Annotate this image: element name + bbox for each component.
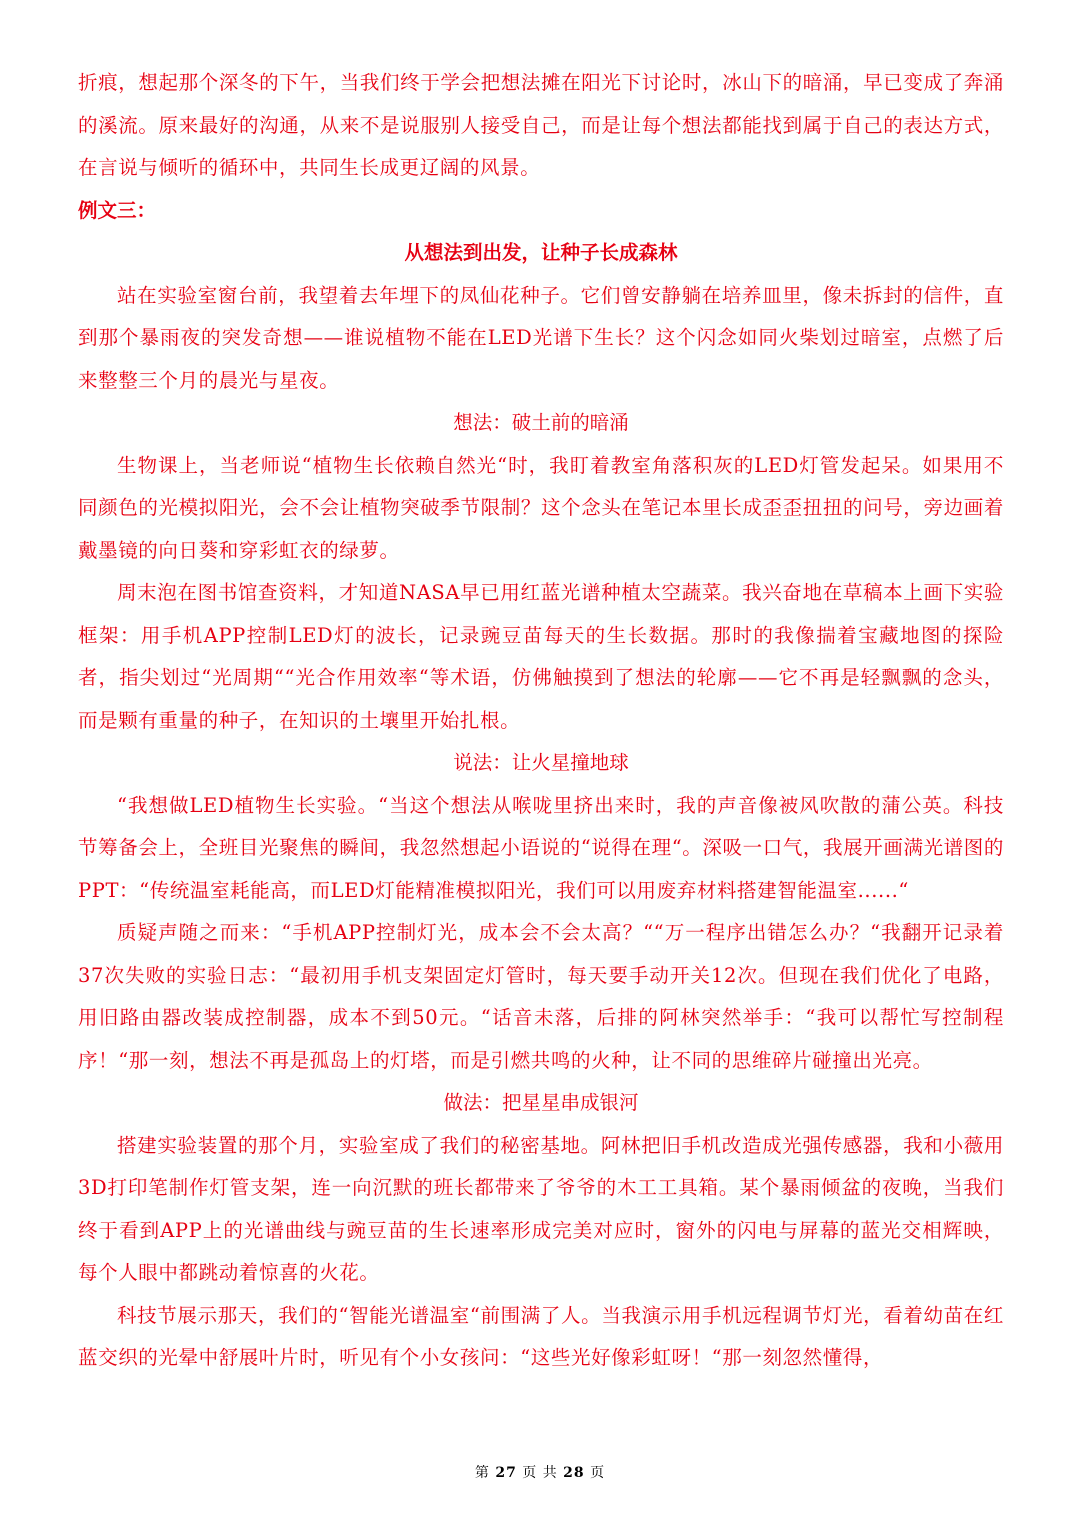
footer-current-page: 27 <box>495 1465 517 1481</box>
footer-total-pages: 28 <box>563 1465 585 1481</box>
section-heading-action: 做法：把星星串成银河 <box>443 1091 639 1114</box>
section-speech-paragraph-2: 质疑声随之而来：“手机APP控制灯光，成本会不会太高？““万一程序出错怎么办？“我翻开记录着37次失败的实验日志：“最初用手机支架固定灯管时，每天要手动开关12次。但现在我们优化了电路，用旧路由器改装成控制器，成本不到50元。“话音未落，后排的阿林突然举手：“我可以帮忙写控制程序！“那一刻，想法不再是孤岛上的灯塔，而是引燃共鸣的火种，让不同的思维碎片碰撞出光亮。 <box>78 921 1004 1072</box>
example-label: 例文三： <box>78 198 157 222</box>
section-idea-paragraph-1: 生物课上，当老师说“植物生长依赖自然光“时，我盯着教室角落积灰的LED灯管发起呆。如果用不同颜色的光模拟阳光，会不会让植物突破季节限制？这个念头在笔记本里长成歪歪扭扭的问号，旁边画着戴墨镜的向日葵和穿彩虹衣的绿萝。 <box>78 453 1004 562</box>
essay-title: 从想法到出发，让种子长成森林 <box>404 241 678 264</box>
section-speech-paragraph-1: “我想做LED植物生长实验。“当这个想法从喉咙里挤出来时，我的声音像被风吹散的蒲公英。科技节筹备会上，全班目光聚焦的瞬间，我忽然想起小语说的“说得在理“。深吸一口气，我展开画满光谱图的PPT：“传统温室耗能高，而LED灯能精准模拟阳光，我们可以用废弃材料搭建智能温室......“ <box>78 793 1004 902</box>
section-action-paragraph-1: 搭建实验装置的那个月，实验室成了我们的秘密基地。阿林把旧手机改造成光强传感器，我和小薇用3D打印笔制作灯管支架，连一向沉默的班长都带来了爷爷的木工工具箱。某个暴雨倾盆的夜晚，当我们终于看到APP上的光谱曲线与豌豆苗的生长速率形成完美对应时，窗外的闪电与屏幕的蓝光交相辉映，每个人眼中都跳动着惊喜的火花。 <box>78 1133 1004 1284</box>
page-footer <box>0 1462 1080 1482</box>
footer-suffix: 页 <box>590 1465 606 1481</box>
section-action-paragraph-2: 科技节展示那天，我们的“智能光谱温室“前围满了人。当我演示用手机远程调节灯光，看着幼苗在红蓝交织的光晕中舒展叶片时，听见有个小女孩问：“这些光好像彩虹呀！“那一刻忽然懂得， <box>78 1303 1004 1369</box>
paragraph-continuation: 折痕，想起那个深冬的下午，当我们终于学会把想法摊在阳光下讨论时，冰山下的暗涌，早已变成了奔涌的溪流。原来最好的沟通，从来不是说服别人接受自己，而是让每个想法都能找到属于自己的表达方式，在言说与倾听的循环中，共同生长成更辽阔的风景。 <box>78 71 1004 179</box>
essay-intro: 站在实验室窗台前，我望着去年埋下的凤仙花种子。它们曾安静躺在培养皿里，像未拆封的信件，直到那个暴雨夜的突发奇想——谁说植物不能在LED光谱下生长？这个闪念如同火柴划过暗室，点燃了后来整整三个月的晨光与星夜。 <box>78 283 1004 392</box>
section-heading-speech: 说法：让火星撞地球 <box>453 751 629 774</box>
section-idea-paragraph-2: 周末泡在图书馆查资料，才知道NASA早已用红蓝光谱种植太空蔬菜。我兴奋地在草稿本上画下实验框架：用手机APP控制LED灯的波长，记录豌豆苗每天的生长数据。那时的我像揣着宝藏地图的探险者，指尖划过“光周期““光合作用效率“等术语，仿佛触摸到了想法的轮廓——它不再是轻飘飘的念头，而是颗有重量的种子，在知识的土壤里开始扎根。 <box>78 581 1004 732</box>
footer-prefix: 第 <box>474 1465 490 1481</box>
footer-mid: 页 共 <box>522 1465 558 1481</box>
section-heading-idea: 想法：破土前的暗涌 <box>453 411 629 434</box>
